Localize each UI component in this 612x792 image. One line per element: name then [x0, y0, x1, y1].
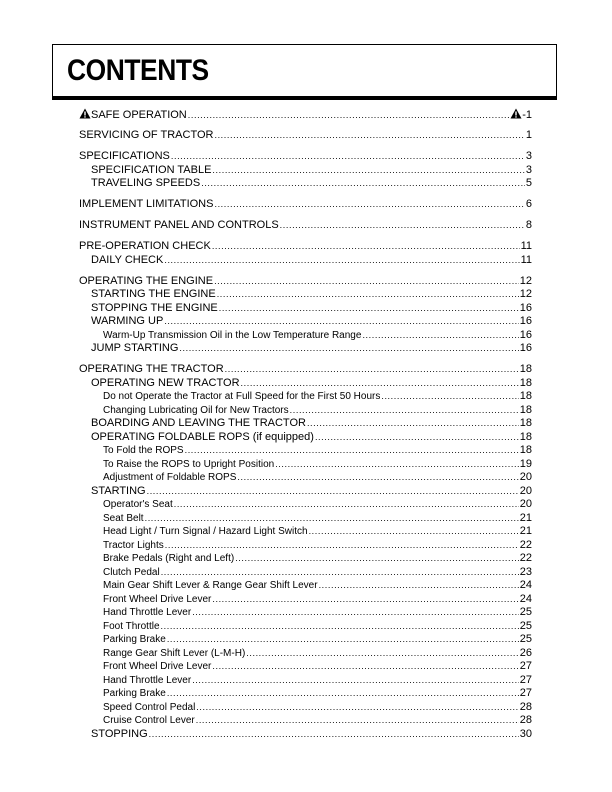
toc-entry-page — [526, 219, 532, 233]
toc-entry-text: SAFE OPERATION — [91, 109, 187, 121]
toc-entry-label — [103, 714, 195, 728]
toc-entry-page-number: 20 — [519, 498, 532, 510]
toc-entry-page — [526, 129, 532, 143]
toc-entry-page — [520, 714, 532, 728]
toc-dot-leader — [381, 390, 518, 404]
toc-entry-text: OPERATING NEW TRACTOR — [91, 376, 240, 389]
toc-entry[interactable] — [79, 714, 532, 728]
toc-entry-page-number: 24 — [519, 592, 532, 605]
toc-entry-label — [103, 620, 160, 634]
toc-entry-page — [526, 164, 532, 178]
toc-entry-page — [520, 647, 532, 661]
toc-entry-text: Cruise Control Lever — [103, 715, 195, 726]
toc-entry-label — [103, 498, 173, 512]
toc-dot-leader — [188, 109, 509, 123]
toc-dot-leader — [214, 275, 519, 289]
toc-entry-label — [91, 485, 146, 499]
toc-entry[interactable] — [79, 444, 532, 458]
toc-entry-label — [103, 404, 289, 418]
toc-entry-page — [520, 458, 532, 472]
toc-entry-page-number: 3 — [525, 150, 532, 162]
toc-entry[interactable] — [79, 342, 532, 356]
toc-entry[interactable] — [79, 315, 532, 329]
toc-entry-label — [103, 566, 160, 580]
toc-entry-text: Parking Brake — [103, 634, 166, 645]
toc-entry-text: To Raise the ROPS to Upright Position — [103, 458, 275, 470]
toc-entry-text: Front Wheel Drive Lever — [103, 593, 212, 605]
toc-entry-page — [520, 377, 532, 391]
toc-dot-leader — [275, 458, 519, 472]
toc-entry-page — [520, 302, 532, 316]
toc-entry-page — [520, 633, 532, 647]
toc-dot-leader — [315, 431, 519, 445]
toc-entry-label — [79, 219, 279, 233]
toc-entry-page-number: 22 — [519, 552, 532, 564]
toc-entry-text: WARMING UP — [91, 315, 164, 327]
toc-entry[interactable] — [79, 390, 532, 404]
toc-entry-text: Seat Belt — [103, 512, 144, 524]
toc-entry[interactable] — [79, 485, 532, 499]
toc-entry-page — [520, 660, 532, 674]
toc-entry[interactable] — [79, 431, 532, 445]
toc-dot-leader — [241, 377, 519, 391]
toc-entry-text: Operator's Seat — [103, 499, 173, 510]
toc-entry-text: Front Wheel Drive Lever — [103, 661, 212, 672]
toc-entry-text: PRE-OPERATION CHECK — [79, 240, 211, 252]
toc-dot-leader — [290, 404, 519, 418]
toc-entry[interactable] — [79, 377, 532, 391]
toc-entry[interactable] — [79, 108, 532, 122]
toc-entry[interactable] — [79, 129, 532, 143]
toc-entry[interactable] — [79, 164, 532, 178]
toc-entry-page-number: 18 — [519, 417, 532, 429]
toc-entry[interactable] — [79, 471, 532, 485]
toc-entry-text: SPECIFICATIONS — [79, 150, 170, 162]
toc-entry[interactable] — [79, 687, 532, 701]
toc-entry[interactable] — [79, 660, 532, 674]
toc-entry-page-number: 8 — [525, 219, 532, 231]
toc-entry[interactable] — [79, 552, 532, 566]
toc-entry[interactable] — [79, 363, 532, 377]
toc-entry-page — [520, 288, 532, 302]
toc-entry-text: OPERATING THE TRACTOR — [79, 363, 224, 375]
toc-entry-text: Range Gear Shift Lever (L-M-H) — [103, 647, 246, 659]
toc-entry-text: DAILY CHECK — [91, 253, 164, 266]
toc-dot-leader — [147, 485, 519, 499]
toc-entry-page — [520, 566, 532, 580]
toc-dot-leader — [167, 687, 519, 701]
toc-entry-label — [103, 525, 308, 539]
toc-dot-leader — [196, 714, 519, 728]
toc-entry-page — [520, 485, 532, 499]
toc-dot-leader — [149, 728, 519, 742]
toc-entry-page — [520, 606, 532, 620]
toc-entry-page — [520, 404, 532, 418]
toc-dot-leader — [280, 219, 525, 233]
toc-entry-page-number: 5 — [525, 177, 532, 189]
toc-entry-text: OPERATING THE ENGINE — [79, 274, 214, 287]
toc-dot-leader — [219, 302, 519, 316]
toc-entry-page — [520, 552, 532, 566]
toc-entry-label — [103, 606, 191, 620]
toc-dot-leader — [161, 620, 519, 634]
toc-entry-page-number: 25 — [519, 619, 532, 632]
toc-entry-page-number: 12 — [519, 274, 532, 287]
toc-entry-label — [79, 108, 187, 123]
toc-entry-page — [520, 525, 532, 539]
toc-entry-page — [520, 417, 532, 431]
toc-entry[interactable] — [79, 254, 532, 268]
toc-entry-text: Changing Lubricating Oil for New Tractors — [103, 404, 289, 416]
toc-entry-label — [91, 728, 148, 742]
toc-entry[interactable] — [79, 606, 532, 620]
toc-entry-page — [520, 593, 532, 607]
toc-dot-leader — [212, 240, 520, 254]
toc-entry-page — [520, 431, 532, 445]
toc-entry-page-number: 22 — [519, 538, 532, 551]
toc-entry-text: IMPLEMENT LIMITATIONS — [79, 198, 214, 210]
toc-entry-text: OPERATING FOLDABLE ROPS (if equipped) — [91, 430, 314, 443]
toc-entry-page-number: 25 — [519, 606, 532, 618]
toc-entry-text: Hand Throttle Lever — [103, 674, 192, 686]
toc-entry-page — [526, 198, 532, 212]
toc-entry-label — [91, 431, 314, 445]
toc-entry-label — [103, 593, 211, 607]
toc-entry-page-number: 16 — [519, 342, 532, 354]
toc-entry[interactable] — [79, 329, 532, 343]
toc-entry-label — [79, 150, 170, 164]
toc-entry-page-number: 18 — [519, 390, 532, 402]
toc-entry-text: STARTING THE ENGINE — [91, 288, 216, 300]
toc-entry-page-number: 18 — [519, 363, 532, 375]
toc-entry-page — [520, 444, 532, 458]
toc-entry[interactable] — [79, 498, 532, 512]
toc-entry-page — [520, 728, 532, 742]
toc-dot-leader — [164, 315, 518, 329]
toc-dot-leader — [307, 417, 519, 431]
toc-entry-page-number: 3 — [525, 163, 532, 176]
toc-entry-label — [103, 471, 236, 485]
toc-entry-page-number: 12 — [519, 288, 532, 300]
toc-entry-label — [103, 329, 361, 343]
toc-entry-label — [91, 254, 163, 268]
toc-entry-label — [91, 302, 218, 316]
toc-entry-page-number: 16 — [519, 301, 532, 314]
toc-entry-page-number: 19 — [519, 457, 532, 470]
toc-entry-page — [520, 579, 532, 593]
toc-entry-page-number: 21 — [519, 511, 532, 524]
toc-dot-leader — [164, 254, 519, 268]
toc-dot-leader — [212, 660, 518, 674]
toc-entry-page-number: 16 — [519, 315, 532, 327]
toc-entry[interactable] — [79, 219, 532, 233]
toc-entry-text: Clutch Pedal — [103, 566, 160, 578]
toc-entry-page-number: 28 — [519, 700, 532, 713]
toc-entry[interactable] — [79, 240, 532, 254]
toc-dot-leader — [246, 647, 518, 661]
toc-entry-page-number: 27 — [519, 687, 532, 699]
toc-entry[interactable] — [79, 404, 532, 418]
toc-entry-page — [520, 687, 532, 701]
toc-dot-leader — [212, 593, 518, 607]
toc-entry-page-number: 18 — [519, 376, 532, 389]
toc-entry-page — [520, 275, 532, 289]
toc-entry[interactable] — [79, 275, 532, 289]
toc-dot-leader — [185, 444, 519, 458]
toc-entry-label — [103, 458, 274, 472]
toc-entry-label — [103, 539, 164, 553]
toc-entry-label — [103, 674, 191, 688]
toc-entry-label — [79, 275, 213, 289]
toc-entry-label — [91, 164, 211, 178]
toc-dot-leader — [212, 164, 524, 178]
toc-entry-page-number: 28 — [519, 714, 532, 726]
toc-entry-label — [103, 552, 234, 566]
toc-dot-leader — [171, 150, 525, 164]
toc-entry-text: Tractor Lights — [103, 539, 164, 551]
toc-dot-leader — [201, 177, 525, 191]
toc-entry[interactable] — [79, 566, 532, 580]
toc-entry-page — [526, 177, 532, 191]
toc-entry-label — [103, 444, 184, 458]
toc-entry[interactable] — [79, 633, 532, 647]
toc-dot-leader — [145, 512, 519, 526]
toc-entry-page — [520, 498, 532, 512]
toc-dot-leader — [319, 579, 519, 593]
toc-dot-leader — [192, 674, 519, 688]
toc-entry-text: Main Gear Shift Lever & Range Gear Shift Lever — [103, 580, 318, 591]
toc-dot-leader — [192, 606, 519, 620]
toc-entry-label — [79, 240, 211, 254]
toc-entry-text: Do not Operate the Tractor at Full Speed for the First 50 Hours — [103, 391, 381, 402]
toc-dot-leader — [214, 129, 524, 143]
toc-entry-page-number: 18 — [519, 403, 532, 416]
toc-dot-leader — [179, 342, 518, 356]
toc-entry[interactable] — [79, 620, 532, 634]
toc-dot-leader — [225, 363, 519, 377]
toc-entry-page — [520, 342, 532, 356]
toc-entry-page-number: 1 — [525, 129, 532, 141]
toc-dot-leader — [217, 288, 519, 302]
toc-entry-label — [103, 633, 166, 647]
toc-entry[interactable] — [79, 177, 532, 191]
toc-entry[interactable] — [79, 728, 532, 742]
toc-entry-page — [520, 539, 532, 553]
toc-entry-text: Speed Control Pedal — [103, 701, 196, 713]
toc-entry[interactable] — [79, 701, 532, 715]
warning-triangle-icon — [510, 108, 522, 119]
toc-entry-page — [521, 240, 532, 254]
toc-entry-page — [520, 315, 532, 329]
toc-dot-leader — [214, 198, 524, 212]
toc-dot-leader — [161, 566, 519, 580]
toc-entry-label — [91, 417, 306, 431]
toc-entry-label — [103, 701, 195, 715]
toc-entry[interactable] — [79, 150, 532, 164]
toc-entry-page — [526, 150, 532, 164]
table-of-contents — [79, 108, 532, 741]
toc-entry-label — [91, 288, 216, 302]
toc-entry-text: JUMP STARTING — [91, 342, 179, 354]
toc-dot-leader — [309, 525, 519, 539]
toc-entry[interactable] — [79, 674, 532, 688]
toc-entry[interactable] — [79, 417, 532, 431]
toc-entry-page-number: 23 — [519, 565, 532, 578]
toc-entry-page-number: 24 — [519, 579, 532, 591]
toc-entry-text: Parking Brake — [103, 688, 166, 699]
toc-dot-leader — [165, 539, 519, 553]
toc-entry-page-number: 21 — [519, 525, 532, 537]
toc-dot-leader — [362, 329, 518, 343]
toc-entry-text: BOARDING AND LEAVING THE TRACTOR — [91, 417, 306, 429]
toc-entry[interactable] — [79, 593, 532, 607]
toc-entry-text: STOPPING THE ENGINE — [91, 301, 218, 314]
toc-entry-page — [520, 390, 532, 404]
toc-entry-page-number: 30 — [519, 727, 532, 740]
toc-dot-leader — [235, 552, 519, 566]
toc-entry-page — [520, 512, 532, 526]
toc-entry-text: STOPPING — [91, 727, 148, 740]
toc-entry-text: SERVICING OF TRACTOR — [79, 129, 214, 141]
toc-entry-page — [520, 674, 532, 688]
toc-entry-label — [103, 687, 166, 701]
toc-entry-label — [103, 390, 380, 404]
toc-entry-page-number: 11 — [520, 253, 532, 266]
toc-entry-label — [91, 177, 200, 191]
toc-entry-text: SPECIFICATION TABLE — [91, 163, 212, 176]
toc-dot-leader — [237, 471, 518, 485]
page-title: CONTENTS — [67, 54, 209, 87]
toc-entry-label — [103, 660, 211, 674]
toc-entry-page — [520, 329, 532, 343]
toc-dot-leader — [167, 633, 519, 647]
warning-triangle-icon — [79, 108, 91, 119]
toc-entry-label — [79, 129, 213, 143]
toc-entry-page — [520, 701, 532, 715]
toc-entry-label — [103, 579, 318, 593]
toc-entry-page-number: 6 — [525, 198, 532, 210]
toc-entry-page-number: 25 — [519, 633, 532, 645]
toc-entry-page-number: 27 — [519, 673, 532, 686]
toc-entry-text: INSTRUMENT PANEL AND CONTROLS — [79, 219, 279, 231]
toc-entry-page-number: 20 — [519, 471, 532, 483]
toc-entry-label — [91, 315, 163, 329]
toc-entry-label — [103, 647, 245, 661]
toc-entry-text: Brake Pedals (Right and Left) — [103, 553, 235, 564]
toc-entry-page-number: 20 — [519, 484, 532, 497]
toc-entry-page — [510, 108, 532, 123]
toc-entry[interactable] — [79, 512, 532, 526]
toc-entry-label — [79, 198, 213, 212]
toc-entry[interactable] — [79, 458, 532, 472]
toc-entry-text: TRAVELING SPEEDS — [91, 177, 201, 189]
toc-entry-text: Adjustment of Foldable ROPS — [103, 472, 237, 483]
toc-entry-page — [520, 471, 532, 485]
toc-entry-text: Foot Throttle — [103, 620, 160, 632]
toc-entry-text: To Fold the ROPS — [103, 445, 184, 456]
toc-entry-text: Head Light / Turn Signal / Hazard Light Switch — [103, 526, 308, 537]
toc-entry-page — [520, 363, 532, 377]
toc-dot-leader — [174, 498, 519, 512]
toc-entry-text: STARTING — [91, 484, 146, 497]
toc-entry-label — [91, 342, 178, 356]
toc-dot-leader — [196, 701, 518, 715]
toc-entry-label — [103, 512, 144, 526]
toc-entry-text: Hand Throttle Lever — [103, 607, 192, 618]
toc-entry-page-number: -1 — [522, 109, 532, 121]
toc-entry[interactable] — [79, 288, 532, 302]
toc-entry-page — [520, 620, 532, 634]
toc-entry-page-number: 26 — [519, 646, 532, 659]
title-divider — [52, 97, 557, 100]
toc-entry-page-number: 16 — [519, 328, 532, 341]
toc-entry-page-number: 18 — [519, 444, 532, 456]
toc-entry-page-number: 27 — [519, 660, 532, 672]
toc-entry[interactable] — [79, 647, 532, 661]
toc-entry-page-number: 11 — [520, 240, 532, 252]
title-box — [52, 44, 557, 97]
toc-entry[interactable] — [79, 525, 532, 539]
toc-entry[interactable] — [79, 579, 532, 593]
toc-entry[interactable] — [79, 302, 532, 316]
toc-entry[interactable] — [79, 198, 532, 212]
toc-entry-page-number: 18 — [519, 430, 532, 443]
toc-entry-label — [91, 377, 240, 391]
toc-entry-label — [79, 363, 224, 377]
toc-entry-text: Warm-Up Transmission Oil in the Low Temperature Range — [103, 329, 362, 341]
toc-entry[interactable] — [79, 539, 532, 553]
toc-entry-page — [521, 254, 532, 268]
